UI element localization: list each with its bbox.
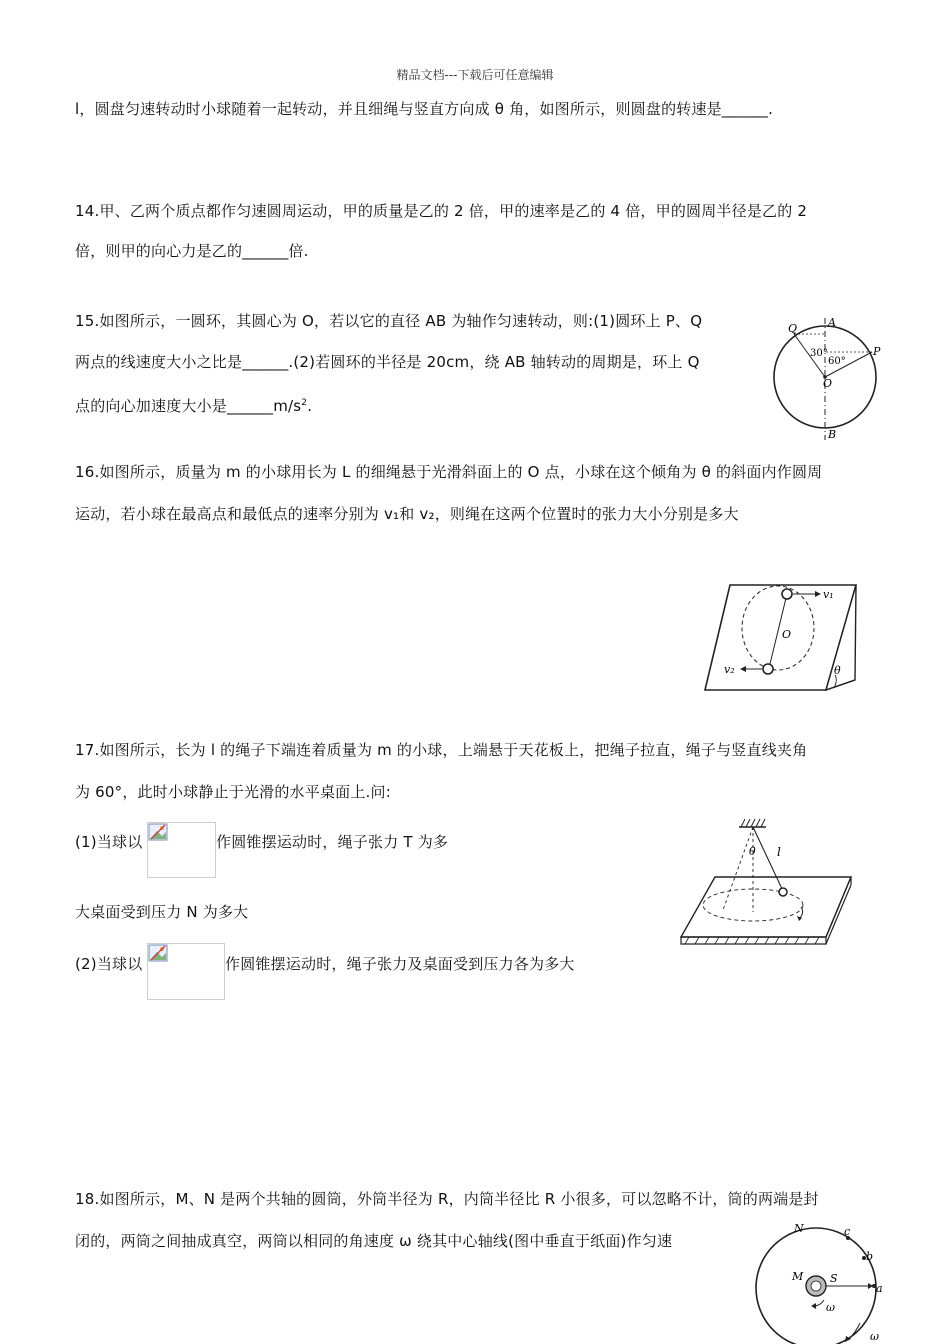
q15-angle-30: 30° [810,348,828,359]
page-header: 精品文档---下载后可任意编辑 [396,68,554,82]
q15-label-p: P [873,345,881,358]
q18-label-c: c [844,1225,851,1238]
q14-line-2: 倍，则甲的向心力是乙的______倍. [75,242,309,260]
q16-label-theta: θ [834,664,841,677]
q18-line-2: 闭的，两筒之间抽成真空，两筒以相同的角速度 ω 绕其中心轴线(图中垂直于纸面)作匀速 [75,1232,673,1250]
q18-label-b: b [866,1250,874,1263]
q15-label-q: Q [788,322,798,335]
q18-label-omega-inner: ω [826,1301,835,1314]
q15-ring-figure [768,312,883,444]
q15-label-b: B [828,428,837,441]
q17-label-l: l [777,845,781,859]
q13-line: l，圆盘匀速转动时小球随着一起转动，并且细绳与竖直方向成 θ 角，如图所示，则圆盘的转速是______. [75,100,774,118]
q15-line-1: 15.如图所示，一圆环，其圆心为 O，若以它的直径 AB 为轴作匀速转动，则:(1)圆环上 P、Q [75,312,703,330]
q15-line-2: 两点的线速度大小之比是______.(2)若圆环的半径是 20cm，绕 AB 轴转动的周期是，环上 Q [75,353,700,371]
q15-line-3 [75,393,312,416]
q17-pendulum-figure [673,815,858,950]
q16-incline-figure [700,580,860,695]
broken-image-icon [148,944,168,962]
q17-part2-label: (2)当球以 [75,955,143,973]
q17-line-1: 17.如图所示，长为 l 的绳子下端连着质量为 m 的小球，上端悬于天花板上，把绳子拉直，绳子与竖直线夹角 [75,741,808,759]
q15-label-o: O [823,377,833,390]
q15-line-3-text: 点的向心加速度大小是______m/s [75,397,302,415]
q16-label-v2: v₂ [724,663,735,676]
q18-label-a: a [876,1282,883,1295]
q17-part1-label: (1)当球以 [75,833,143,851]
q16-line-1: 16.如图所示，质量为 m 的小球用长为 L 的细绳悬于光滑斜面上的 O 点，小球在这个倾角为 θ 的斜面内作圆周 [75,463,823,481]
q15-label-a: A [828,316,836,329]
q17-line-2: 为 60°，此时小球静止于光滑的水平桌面上.问: [75,783,391,801]
q17-part2-text: 作圆锥摆运动时，绳子张力及桌面受到压力各为多大 [225,955,575,973]
q16-label-o: O [782,628,792,641]
q16-label-v1: v₁ [823,588,834,601]
q17-part1-continued: 大桌面受到压力 N 为多大 [75,903,249,921]
q18-line-1: 18.如图所示，M、N 是两个共轴的圆筒，外筒半径为 R，内筒半径比 R 小很多，可以忽略不计，筒的两端是封 [75,1190,819,1208]
q15-line-3-end: . [307,397,313,415]
q17-formula-image-1 [147,822,216,878]
q15-angle-60: 60° [828,356,846,367]
q16-line-2: 运动，若小球在最高点和最低点的速率分别为 v₁和 v₂，则绳在这两个位置时的张力大小分别是多大 [75,505,739,523]
q17-label-theta: θ [749,845,756,858]
q18-label-m: M [792,1270,804,1283]
q15-superscript: 2 [301,398,308,408]
q18-label-s: S [830,1272,838,1285]
q14-line-1: 14.甲、乙两个质点都作匀速圆周运动，甲的质量是乙的 2 倍，甲的速率是乙的 4 倍，甲的圆周半径是乙的 2 [75,202,808,220]
q18-label-omega-outer: ω [870,1330,879,1343]
q18-cylinder-figure [752,1218,892,1344]
q18-label-n: N [794,1222,804,1235]
broken-image-icon [148,823,168,841]
q17-part1-text: 作圆锥摆运动时，绳子张力 T 为多 [216,833,449,851]
q17-formula-image-2 [147,943,225,1000]
